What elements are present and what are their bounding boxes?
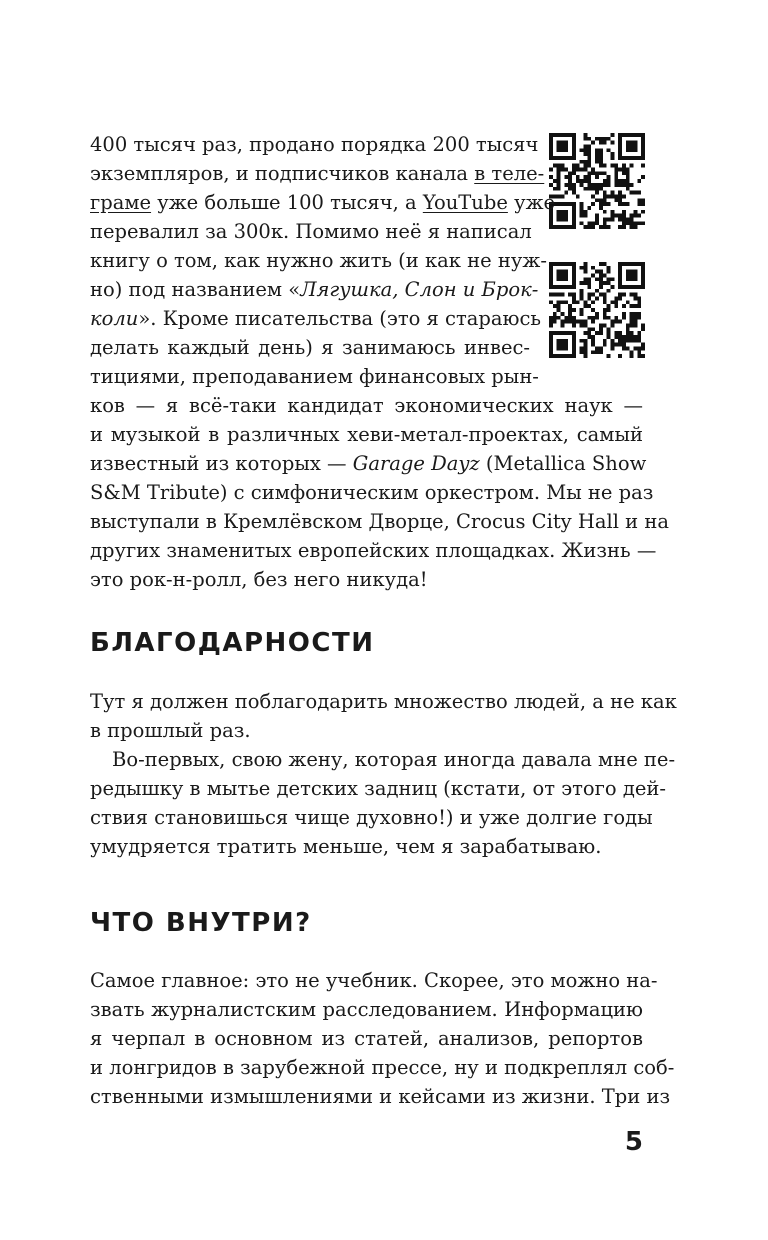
text-line: выступали в Кремлёвском Дворце, Crocus City Hall и на	[90, 510, 669, 533]
text-line: книгу о том, как нужно жить (и как не нуж-	[90, 249, 547, 272]
page-number: 5	[624, 1127, 643, 1157]
text-line: экземпляров, и подписчиков канала в теле-	[90, 162, 545, 185]
text-line: граме уже больше 100 тысяч, а YouTube уже	[90, 191, 556, 214]
text-line: редышку в мытье детских задниц (кстати, от этого дей-	[90, 777, 666, 800]
text-line: умудряется тратить меньше, чем я зарабатываю.	[90, 835, 602, 858]
telegram-qr-code-icon[interactable]	[549, 133, 645, 229]
inside-heading: ЧТО ВНУТРИ?	[90, 908, 312, 938]
telegram-link[interactable]: в теле-	[474, 162, 545, 185]
text-line: это рок-н-ролл, без него никуда!	[90, 568, 428, 591]
text-line: и музыкой в различных хеви-метал-проектах, самый	[90, 423, 643, 446]
text-line: ствия становишься чище духовно!) и уже долгие годы	[90, 806, 653, 829]
text-line: известный из которых — Garage Dayz (Metallica Show	[90, 452, 647, 475]
book-qr-code-icon[interactable]	[549, 262, 645, 358]
text-line: Тут я должен поблагодарить множество людей, а не как	[90, 690, 677, 713]
text-line: тициями, преподаванием финансовых рын-	[90, 365, 539, 388]
text-line: в прошлый раз.	[90, 719, 251, 742]
telegram-link[interactable]: граме	[90, 191, 152, 214]
text-line: других знаменитых европейских площадках. Жизнь —	[90, 539, 657, 562]
text-line: и лонгридов в зарубежной прессе, ну и подкреплял соб-	[90, 1056, 675, 1079]
text-line: перевалил за 300к. Помимо неё я написал	[90, 220, 532, 243]
text-line: ственными измышлениями и кейсами из жизни. Три из	[90, 1085, 671, 1108]
text-line: коли». Кроме писательства (это я стараюсь	[90, 307, 542, 330]
text-line: Во-первых, свою жену, которая иногда давала мне пе-	[112, 748, 676, 771]
text-line: но) под названием «Лягушка, Слон и Брок-	[90, 278, 539, 301]
text-line: ков — я всё-таки кандидат экономических наук —	[90, 394, 643, 417]
text-line: делать каждый день) я занимаюсь инвес-	[90, 336, 530, 359]
text-line: S&M Tribute) с симфоническим оркестром. Мы не раз	[90, 481, 654, 504]
text-line: я черпал в основном из статей, анализов, репортов	[90, 1027, 643, 1050]
thanks-heading: БЛАГОДАРНОСТИ	[90, 628, 375, 658]
text-line: Самое главное: это не учебник. Скорее, это можно на-	[90, 969, 658, 992]
youtube-link[interactable]: YouTube	[422, 191, 508, 214]
text-line: звать журналистским расследованием. Информацию	[90, 998, 643, 1021]
text-line: 400 тысяч раз, продано порядка 200 тысяч	[90, 133, 539, 156]
